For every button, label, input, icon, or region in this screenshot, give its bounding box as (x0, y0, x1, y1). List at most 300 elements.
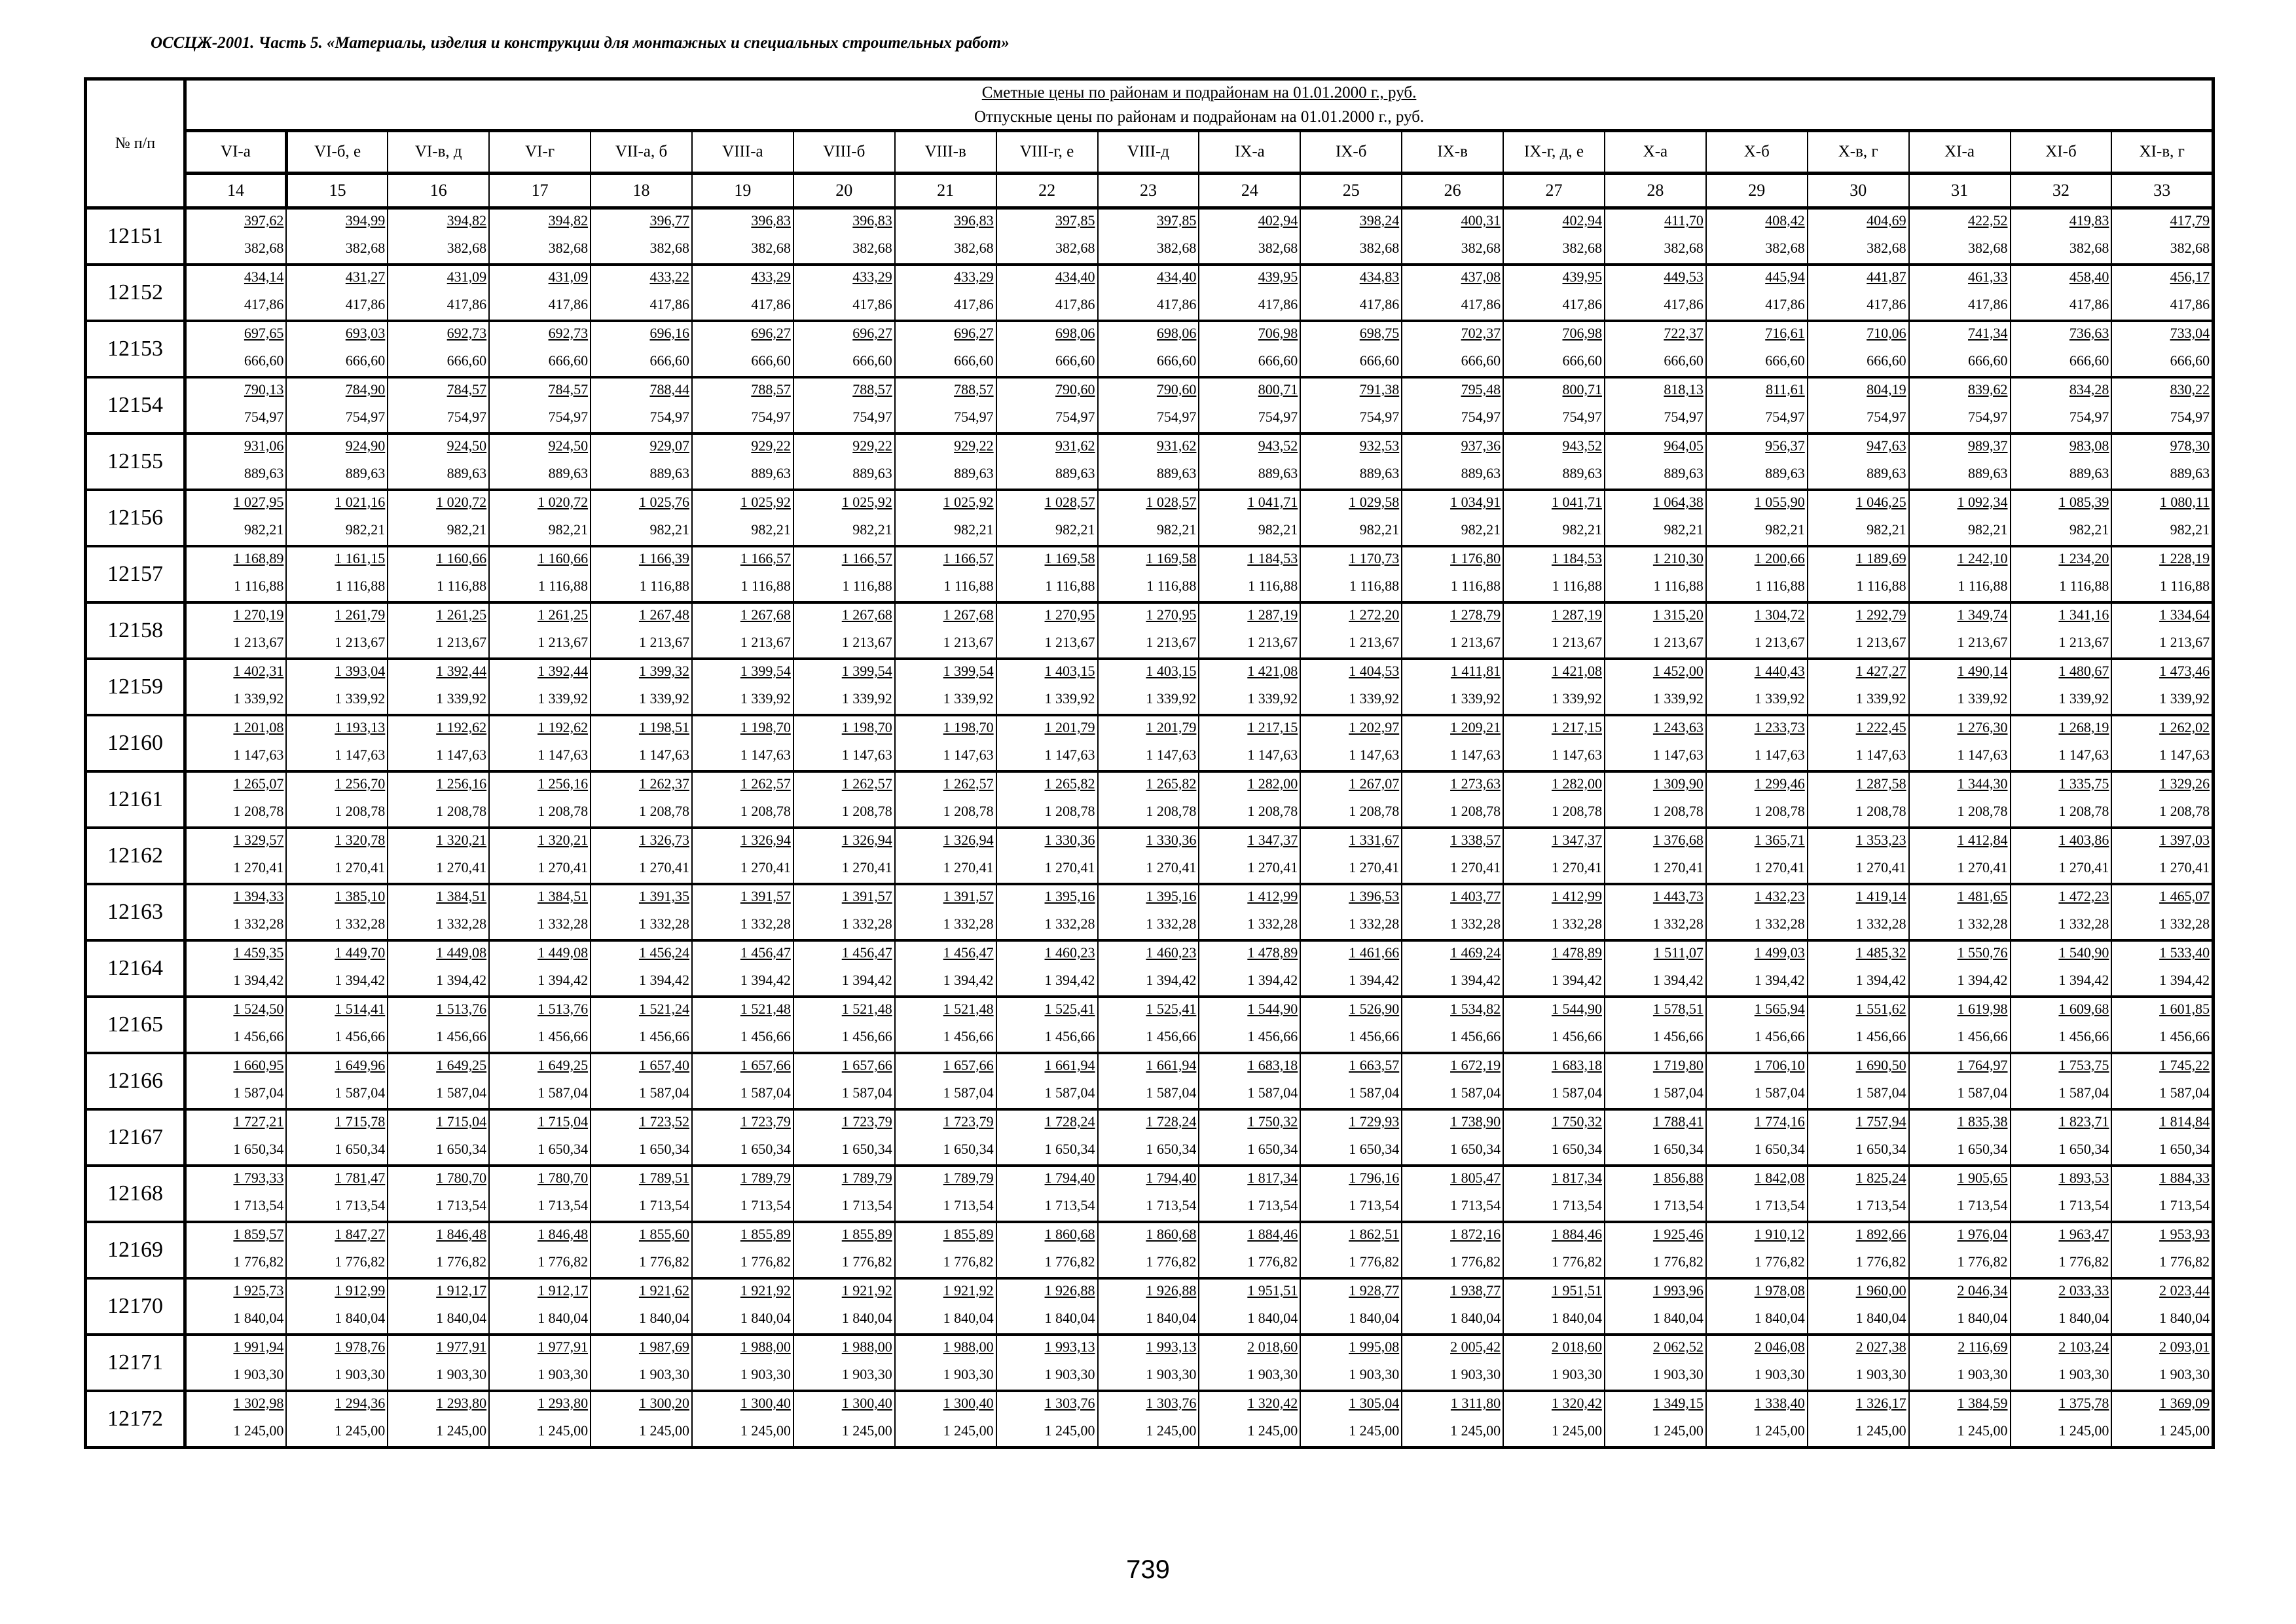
release-price: 1 116,88 (234, 578, 284, 594)
estimate-price: 1 951,51 (1551, 1282, 1602, 1299)
estimate-price: 1 449,08 (538, 944, 589, 961)
price-cell (1706, 715, 1808, 771)
estimate-price: 1 511,07 (1653, 944, 1704, 961)
release-price: 1 116,88 (1045, 578, 1095, 594)
price-cell (2011, 1391, 2112, 1448)
price-cell (2011, 490, 2112, 546)
price-cell (2011, 659, 2112, 715)
region-header: VI-в, д (388, 131, 489, 174)
price-cell (895, 659, 996, 715)
price-cell (185, 715, 287, 771)
price-cell (286, 1222, 388, 1278)
price-cell (996, 490, 1098, 546)
release-price: 1 339,92 (2159, 690, 2210, 707)
estimate-price: 1 021,16 (335, 494, 386, 510)
price-cell (388, 208, 489, 265)
estimate-price: 1 745,22 (2159, 1057, 2210, 1073)
estimate-price: 461,33 (1968, 268, 2008, 285)
price-cell (996, 828, 1098, 884)
release-price: 1 587,04 (1044, 1084, 1095, 1101)
estimate-price: 733,04 (2170, 325, 2210, 341)
estimate-price: 1 320,42 (1551, 1395, 1602, 1411)
price-cell (1402, 1166, 1503, 1222)
release-price-caption: Отпускные цены по районам и подрайонам на 01.01.2000 г., руб. (974, 108, 1425, 126)
estimate-price: 1 460,23 (1044, 944, 1095, 961)
price-cell (185, 1166, 287, 1222)
release-price: 1 245,00 (1146, 1422, 1197, 1439)
price-cell (1909, 1166, 2011, 1222)
release-price: 1 456,66 (2159, 1028, 2210, 1044)
estimate-price: 2 033,33 (2058, 1282, 2109, 1299)
estimate-price: 1 728,24 (1146, 1113, 1197, 1130)
release-price: 1 650,34 (740, 1141, 791, 1157)
release-price: 1 394,42 (1146, 972, 1197, 988)
estimate-price: 1 473,46 (2159, 663, 2210, 679)
region-header: IX-а (1199, 131, 1300, 174)
price-cell (591, 1278, 692, 1335)
estimate-price: 1 884,46 (1551, 1226, 1602, 1242)
release-price: 1 116,88 (1856, 578, 1906, 594)
price-cell (1605, 1166, 1706, 1222)
price-cell (489, 208, 591, 265)
release-price: 1 394,42 (1754, 972, 1805, 988)
estimate-price: 1 329,26 (2159, 775, 2210, 792)
release-price: 754,97 (1156, 409, 1197, 425)
column-number: 30 (1808, 174, 1909, 208)
release-price: 1 456,66 (1349, 1028, 1400, 1044)
price-cell (2011, 1166, 2112, 1222)
release-price: 1 650,34 (233, 1141, 284, 1157)
estimate-price: 1 514,41 (335, 1001, 386, 1017)
table-row (86, 1278, 2214, 1335)
release-price: 1 116,88 (538, 578, 589, 594)
release-price: 1 394,42 (2058, 972, 2109, 988)
estimate-price: 1 300,20 (638, 1395, 689, 1411)
release-price: 889,63 (548, 465, 589, 481)
price-cell (1300, 546, 1402, 602)
table-row (86, 1222, 2214, 1278)
region-header: X-а (1605, 131, 1706, 174)
estimate-price: 1 305,04 (1349, 1395, 1400, 1411)
estimate-price: 706,98 (1258, 325, 1298, 341)
estimate-price: 1 168,89 (233, 550, 284, 566)
price-cell (895, 1391, 996, 1448)
estimate-price: 1 041,71 (1551, 494, 1602, 510)
release-price: 754,97 (446, 409, 487, 425)
release-price: 417,86 (649, 296, 689, 312)
release-price: 1 213,67 (1146, 634, 1197, 650)
price-cell (591, 884, 692, 940)
estimate-price: 696,27 (852, 325, 892, 341)
estimate-price: 1 262,57 (740, 775, 791, 792)
release-price: 1 713,54 (1247, 1197, 1298, 1213)
release-price: 1 332,28 (1450, 915, 1501, 932)
release-price: 1 776,82 (638, 1253, 689, 1270)
price-cell (489, 828, 591, 884)
estimate-price: 1 198,70 (740, 719, 791, 735)
release-price: 754,97 (1258, 409, 1298, 425)
estimate-price: 1 723,79 (841, 1113, 892, 1130)
row-number: 12169 (86, 1222, 185, 1278)
release-price: 1 903,30 (841, 1366, 892, 1382)
estimate-price: 434,14 (244, 268, 284, 285)
price-cell (793, 1391, 895, 1448)
release-price: 1 208,78 (1652, 803, 1704, 819)
release-price: 1 339,92 (740, 690, 791, 707)
price-cell (591, 1335, 692, 1391)
price-cell (1098, 771, 1199, 828)
price-cell (489, 377, 591, 434)
price-cell (1098, 1166, 1199, 1222)
price-cell (2111, 602, 2213, 659)
release-price: 1 394,42 (943, 972, 994, 988)
row-number: 12158 (86, 602, 185, 659)
estimate-price: 716,61 (1765, 325, 1805, 341)
release-price: 417,86 (954, 296, 994, 312)
price-cell (793, 1109, 895, 1166)
price-cell (591, 546, 692, 602)
estimate-price: 397,62 (244, 212, 284, 229)
price-cell (185, 771, 287, 828)
price-cell (895, 1053, 996, 1109)
estimate-price: 1 209,21 (1450, 719, 1501, 735)
release-price: 1 713,54 (2159, 1197, 2210, 1213)
price-cell (388, 434, 489, 490)
estimate-price: 1 987,69 (638, 1338, 689, 1355)
price-cell (793, 659, 895, 715)
estimate-price: 2 027,38 (1855, 1338, 1906, 1355)
estimate-price: 1 267,07 (1349, 775, 1400, 792)
release-price: 889,63 (446, 465, 487, 481)
price-cell (185, 659, 287, 715)
release-price: 1 394,42 (335, 972, 386, 988)
release-price: 1 840,04 (1146, 1310, 1197, 1326)
release-price: 1 147,63 (1957, 747, 2008, 763)
release-price: 1 116,88 (1450, 578, 1501, 594)
price-cell (591, 208, 692, 265)
price-cell (1909, 602, 2011, 659)
estimate-price: 1 055,90 (1754, 494, 1805, 510)
price-cell (388, 265, 489, 321)
release-price: 1 339,92 (538, 690, 589, 707)
price-cell (1199, 208, 1300, 265)
release-price: 1 713,54 (233, 1197, 284, 1213)
row-number: 12171 (86, 1335, 185, 1391)
price-cell (1605, 659, 1706, 715)
estimate-price: 1 412,84 (1957, 832, 2008, 848)
price-cell (1098, 1278, 1199, 1335)
price-cell (692, 1222, 793, 1278)
estimate-price: 1 041,71 (1247, 494, 1298, 510)
estimate-price: 1 395,16 (1044, 888, 1095, 904)
release-price: 417,86 (852, 296, 892, 312)
price-cell (1503, 1053, 1605, 1109)
estimate-price: 1 609,68 (2058, 1001, 2109, 1017)
release-price: 1 840,04 (1754, 1310, 1805, 1326)
release-price: 1 213,67 (1450, 634, 1501, 650)
release-price: 1 840,04 (841, 1310, 892, 1326)
price-cell (1199, 940, 1300, 997)
release-price: 982,21 (1562, 521, 1602, 538)
estimate-price: 1 432,23 (1754, 888, 1805, 904)
price-cell (1605, 771, 1706, 828)
release-price: 1 650,34 (538, 1141, 589, 1157)
estimate-price: 1 267,48 (638, 606, 689, 623)
estimate-price: 1 192,62 (436, 719, 487, 735)
release-price: 417,86 (1359, 296, 1400, 312)
price-cell (996, 940, 1098, 997)
release-price: 1 245,00 (538, 1422, 589, 1439)
column-number: 25 (1300, 174, 1402, 208)
release-price: 1 245,00 (1349, 1422, 1400, 1439)
release-price: 417,86 (1055, 296, 1095, 312)
estimate-price: 402,94 (1562, 212, 1602, 229)
estimate-price: 1 723,52 (638, 1113, 689, 1130)
estimate-price: 1 198,70 (841, 719, 892, 735)
estimate-price: 736,63 (2069, 325, 2109, 341)
estimate-price: 1 449,70 (335, 944, 386, 961)
estimate-price-caption: Сметные цены по районам и подрайонам на 01.01.2000 г., руб. (981, 84, 1417, 101)
price-cell (1808, 1335, 1909, 1391)
estimate-price: 788,57 (954, 381, 994, 397)
release-price: 417,86 (2170, 296, 2210, 312)
release-price: 1 339,92 (233, 690, 284, 707)
estimate-price: 1 192,62 (538, 719, 589, 735)
estimate-price: 1 657,66 (740, 1057, 791, 1073)
estimate-price: 1 217,15 (1247, 719, 1298, 735)
region-header: VI-г (489, 131, 591, 174)
table-row (86, 1053, 2214, 1109)
release-price: 666,60 (751, 352, 791, 369)
estimate-price: 1 267,68 (740, 606, 791, 623)
price-cell (591, 321, 692, 377)
release-price: 1 332,28 (1754, 915, 1805, 932)
price-cell (996, 546, 1098, 602)
release-price: 754,97 (1461, 409, 1501, 425)
release-price: 1 776,82 (538, 1253, 589, 1270)
estimate-price: 1 261,25 (538, 606, 589, 623)
price-cell (2111, 265, 2213, 321)
estimate-price: 1 440,43 (1754, 663, 1805, 679)
release-price: 1 903,30 (1551, 1366, 1602, 1382)
price-cell (996, 1109, 1098, 1166)
estimate-price: 445,94 (1765, 268, 1805, 285)
price-cell (1098, 1109, 1199, 1166)
price-cell (1605, 1222, 1706, 1278)
estimate-price: 1 872,16 (1450, 1226, 1501, 1242)
estimate-price: 1 525,41 (1146, 1001, 1197, 1017)
price-cell (388, 940, 489, 997)
release-price: 889,63 (954, 465, 994, 481)
release-price: 1 332,28 (1044, 915, 1095, 932)
release-price: 1 394,42 (1450, 972, 1501, 988)
estimate-price: 1 419,14 (1855, 888, 1906, 904)
release-price: 666,60 (954, 352, 994, 369)
estimate-price: 456,17 (2170, 268, 2210, 285)
price-cell (1909, 1222, 2011, 1278)
estimate-price: 1 855,89 (841, 1226, 892, 1242)
release-price: 1 587,04 (740, 1084, 791, 1101)
release-price: 754,97 (1664, 409, 1704, 425)
estimate-price: 1 926,88 (1044, 1282, 1095, 1299)
price-cell (185, 1391, 287, 1448)
price-cell (1199, 1166, 1300, 1222)
release-price: 1 270,41 (436, 859, 487, 876)
estimate-price: 1 294,36 (335, 1395, 386, 1411)
estimate-price: 1 469,24 (1450, 944, 1501, 961)
release-price: 1 270,41 (1957, 859, 2008, 876)
price-cell (2011, 771, 2112, 828)
release-price: 1 776,82 (1044, 1253, 1095, 1270)
estimate-price: 1 262,02 (2159, 719, 2210, 735)
price-cell (489, 265, 591, 321)
price-cell (1909, 828, 2011, 884)
estimate-price: 1 805,47 (1450, 1170, 1501, 1186)
row-number-header: № п/п (86, 79, 185, 208)
estimate-price: 1 338,57 (1450, 832, 1501, 848)
release-price: 1 339,92 (335, 690, 386, 707)
price-cell (1808, 1222, 1909, 1278)
estimate-price: 1 706,10 (1754, 1057, 1805, 1073)
price-cell (1199, 602, 1300, 659)
release-price: 1 456,66 (1247, 1028, 1298, 1044)
price-cell (793, 1278, 895, 1335)
release-price: 1 332,28 (1551, 915, 1602, 932)
release-price: 1 394,42 (1044, 972, 1095, 988)
release-price: 417,86 (751, 296, 791, 312)
estimate-price: 1 365,71 (1754, 832, 1805, 848)
release-price: 982,21 (954, 521, 994, 538)
price-cell (1199, 434, 1300, 490)
table-row (86, 997, 2214, 1053)
estimate-price: 1 521,48 (943, 1001, 994, 1017)
release-price: 1 332,28 (1247, 915, 1298, 932)
release-price: 1 208,78 (740, 803, 791, 819)
price-cell (286, 659, 388, 715)
release-price: 1 903,30 (1754, 1366, 1805, 1382)
estimate-price: 1 397,03 (2159, 832, 2210, 848)
price-cell (1706, 1391, 1808, 1448)
price-cell (1706, 1335, 1808, 1391)
release-price: 1 270,41 (1044, 859, 1095, 876)
price-cell (1503, 1278, 1605, 1335)
release-price: 417,86 (446, 296, 487, 312)
price-cell (1605, 884, 1706, 940)
price-cell (996, 1391, 1098, 1448)
price-cell (1199, 659, 1300, 715)
release-price: 982,21 (2170, 521, 2210, 538)
release-price: 1 776,82 (841, 1253, 892, 1270)
estimate-price: 696,16 (649, 325, 689, 341)
estimate-price: 924,50 (548, 437, 589, 454)
release-price: 889,63 (649, 465, 689, 481)
table-row (86, 1391, 2214, 1448)
estimate-price: 1 353,23 (1855, 832, 1906, 848)
price-cell (1503, 1222, 1605, 1278)
release-price: 382,68 (852, 240, 892, 256)
price-cell (2011, 265, 2112, 321)
estimate-price: 1 412,99 (1551, 888, 1602, 904)
release-price: 754,97 (954, 409, 994, 425)
price-cell (692, 1109, 793, 1166)
estimate-price: 1 282,00 (1551, 775, 1602, 792)
estimate-price: 1 411,81 (1450, 663, 1501, 679)
estimate-price: 1 794,40 (1044, 1170, 1095, 1186)
price-cell (1098, 884, 1199, 940)
estimate-price: 1 499,03 (1754, 944, 1805, 961)
estimate-price: 1 169,58 (1044, 550, 1095, 566)
price-cell (1706, 434, 1808, 490)
price-cell (388, 828, 489, 884)
release-price: 1 840,04 (335, 1310, 386, 1326)
release-price: 1 456,66 (436, 1028, 487, 1044)
price-cell (1300, 490, 1402, 546)
price-cell (793, 490, 895, 546)
release-price: 1 903,30 (638, 1366, 689, 1382)
estimate-price: 1 842,08 (1754, 1170, 1805, 1186)
price-cell (996, 884, 1098, 940)
estimate-price: 1 823,71 (2058, 1113, 2109, 1130)
release-price: 1 147,63 (2058, 747, 2109, 763)
estimate-price: 1 349,74 (1957, 606, 2008, 623)
price-cell (1300, 1109, 1402, 1166)
price-cell (692, 602, 793, 659)
estimate-price: 437,08 (1461, 268, 1501, 285)
release-price: 1 339,92 (1146, 690, 1197, 707)
price-cell (1098, 940, 1199, 997)
estimate-price: 2 018,60 (1247, 1338, 1298, 1355)
price-cell (286, 1053, 388, 1109)
row-number: 12164 (86, 940, 185, 997)
price-cell (1402, 715, 1503, 771)
release-price: 1 776,82 (2058, 1253, 2109, 1270)
price-cell (1402, 1278, 1503, 1335)
price-cell (1503, 1166, 1605, 1222)
release-price: 1 270,41 (1551, 859, 1602, 876)
price-cell (1605, 546, 1706, 602)
estimate-price: 431,27 (345, 268, 386, 285)
release-price: 666,60 (2069, 352, 2109, 369)
estimate-price: 1 550,76 (1957, 944, 2008, 961)
estimate-price: 741,34 (1968, 325, 2008, 341)
price-cell (1300, 265, 1402, 321)
price-cell (2111, 771, 2213, 828)
price-cell (1909, 434, 2011, 490)
estimate-price: 1 524,50 (233, 1001, 284, 1017)
estimate-price: 1 690,50 (1855, 1057, 1906, 1073)
price-cell (1909, 1109, 2011, 1166)
table-row (86, 321, 2214, 377)
release-price: 666,60 (1156, 352, 1197, 369)
estimate-price: 400,31 (1461, 212, 1501, 229)
price-cell (692, 997, 793, 1053)
region-header: VIII-в (895, 131, 996, 174)
release-price: 1 776,82 (335, 1253, 386, 1270)
estimate-price: 1 028,57 (1044, 494, 1095, 510)
price-cell (286, 1109, 388, 1166)
estimate-price: 1 672,19 (1450, 1057, 1501, 1073)
release-price: 1 903,30 (1247, 1366, 1298, 1382)
estimate-price: 1 912,99 (335, 1282, 386, 1299)
price-cell (1402, 1053, 1503, 1109)
row-number: 12155 (86, 434, 185, 490)
estimate-price: 710,06 (1867, 325, 1906, 341)
estimate-price: 1 993,13 (1146, 1338, 1197, 1355)
release-price: 1 713,54 (1044, 1197, 1095, 1213)
release-price: 666,60 (548, 352, 589, 369)
price-cell (1909, 940, 2011, 997)
release-price: 1 713,54 (1754, 1197, 1805, 1213)
